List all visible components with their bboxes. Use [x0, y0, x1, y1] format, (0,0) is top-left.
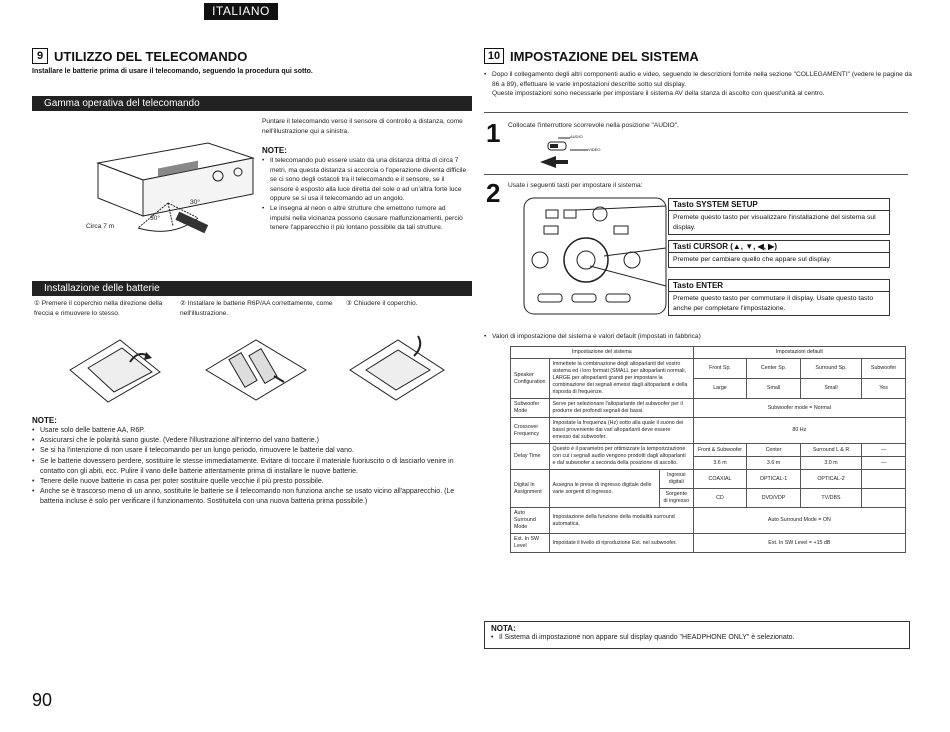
cell: OPTICAL-2 [800, 470, 861, 489]
cell: CD [693, 489, 747, 508]
cell-empty [862, 470, 906, 489]
table-row [511, 399, 906, 418]
battery-step-2: ② Installare le batterie R6P/AA correttamente, come nell'illustrazione. [180, 300, 333, 317]
battery-note-item: • Se le batterie dovessero perdere, sostituire le stesse immediatamente. Evitare di toccare il materiale fuoriuscito o di lasciarlo venire in contatto con gli abiti, ecc. Pulire il vano delle batterie attentamente prima di installare le nuove batterie. [32, 457, 470, 477]
divider [484, 112, 908, 113]
remote-keypad-illustration [522, 196, 668, 316]
table-intro-text: • Valori di impostazione del sistema e valori default (impostati in fabbrica) [484, 332, 904, 342]
battery-note-title: NOTE: [32, 416, 57, 425]
intro-text-1: Dopo il collegamento degli altri componenti audio e video, seguendo le descrizioni fornite nella sezione "COLLEGAMENTI" (vedere le pagine da 86 a 89), effettuare le varie impostazioni descritte sotto sul display. [492, 71, 912, 88]
row-name: Ext. In SW Level [511, 534, 550, 553]
sub-label: Ingressi digitali [659, 470, 693, 489]
key-box-enter [668, 279, 890, 316]
cell: Front & Subwoofer [693, 444, 747, 457]
key-box-system-setup [668, 198, 890, 235]
battery-step-3: ③ Chiudere il coperchio. [346, 300, 418, 307]
row-desc: Impostazione della funzione della modalità surround automatica. [549, 508, 693, 534]
battery-note-item: • Usare solo delle batterie AA, R6P. [32, 426, 470, 436]
key-box-cursor [668, 240, 890, 268]
row-desc: Impostate il livello di riproduzione Ext. nel subwoofer. [549, 534, 693, 553]
table-intro [484, 332, 904, 342]
row-name: Subwoofer Mode [511, 399, 550, 418]
cell: Surround L & R [800, 444, 861, 457]
cell: Yes [862, 379, 906, 399]
cell: DVD/VDP [747, 489, 801, 508]
step-1-text: Collocate l'interruttore scorrevole nella posizione "AUDIO". [508, 122, 679, 129]
battery-illustration-3 [340, 330, 450, 408]
battery-note-item: • Tenere delle nuove batterie in casa per poter sostituire quelle vecchie il più presto possibile. [32, 477, 470, 487]
system-intro [484, 70, 912, 99]
table-header: Impostazioni default [693, 347, 905, 359]
cell: Surround Sp. [800, 359, 861, 379]
row-name: Crossover Frequency [511, 418, 550, 444]
video-label: VIDEO [588, 147, 601, 152]
table-row [511, 359, 906, 379]
range-note-title: NOTE: [262, 146, 287, 155]
cell: 3.6 m [747, 457, 801, 470]
divider [484, 174, 908, 175]
row-desc: Impostate la frequenza (Hz) sotto alla quale il suono dei bassi proveniente dai vari altoparlanti deve essere emesso dal subwoofer. [549, 418, 693, 444]
section-lead: Installare le batterie prima di usare il telecomando, seguendo la procedura qui sotto. [32, 68, 313, 75]
key-title: Tasti CURSOR (▲, ▼, ◀, ▶) [669, 241, 889, 253]
nota-list [485, 633, 909, 643]
battery-note-item: • Se si ha l'intenzione di non usare il telecomando per un lungo periodo, rimuovere le batterie dal vano. [32, 446, 470, 456]
section-title: UTILIZZO DEL TELECOMANDO [54, 48, 248, 64]
nota-title: NOTA: [491, 624, 516, 633]
cell: 3.0 m [800, 457, 861, 470]
nota-box [484, 621, 910, 649]
range-bar: Gamma operativa del telecomando [32, 96, 472, 111]
section-9-heading [32, 48, 247, 64]
table-header: Impostazione del sistema [511, 347, 694, 359]
key-body: Premete per cambiare quello che appare sul display. [673, 256, 832, 263]
language-tab: ITALIANO [204, 3, 278, 20]
key-body: Premete questo tasto per commutare il display. Usate questo tasto anche per completare l'impostazione. [673, 295, 874, 312]
row-name: Delay Time [511, 444, 550, 470]
row-desc: Assegna le prese di ingresso digitale delle varie sorgenti di ingresso. [549, 470, 659, 508]
cell: Center Sp. [747, 359, 801, 379]
key-body: Premete questo tasto per visualizzare l'installazione del sistema sul display. [673, 214, 876, 231]
row-name: Digital In Assignment [511, 470, 550, 508]
row-desc: Questo è il parametro per ottimizzare la temporizzazione con cui i segnali audio vengono prodotti dagli altoparlanti e dal subwoofer a seconda della posizione di ascolto. [549, 444, 693, 470]
cell: Small [800, 379, 861, 399]
row-name: Auto Surround Mode [511, 508, 550, 534]
section-number: 10 [484, 48, 504, 64]
cell: Auto Surround Mode = ON [693, 508, 905, 534]
cell: 80 Hz [693, 418, 905, 444]
table-row [511, 508, 906, 534]
page-number: 90 [32, 690, 53, 710]
section-10-heading [484, 48, 699, 64]
cell: Subwoofer mode = Normal [693, 399, 905, 418]
section-title: IMPOSTAZIONE DEL SISTEMA [510, 48, 699, 64]
key-title: Tasto SYSTEM SETUP [669, 199, 889, 211]
range-notes [262, 156, 467, 233]
audio-video-switch-illustration [540, 134, 610, 170]
step-2-number: 2 [486, 178, 501, 208]
range-note-item: • Le insegna al neon o altre strutture che emettono rumore ad impulsi nella vicinanza possono causare malfunzionamenti, perciò tenere l'apparecchio il più lontano possibile da tali strutture. [262, 204, 467, 233]
table-row [511, 418, 906, 444]
row-name: Speaker Configuration [511, 359, 550, 399]
range-note-item: • Il telecomando può essere usato da una distanza dritta di circa 7 metri, ma questa distanza si accorcia o l'operazione diventa difficile se ci sono degli ostacoli tra il telecomando e il sensore, se il sensore è esposto alla luce diretta del sole o ad un'altra forte luce oppure se si usa il telecomando ad un angolo. [262, 156, 467, 204]
audio-label: AUDIO [570, 134, 583, 139]
nota-text: • Il Sistema di impostazione non appare sul display quando "HEADPHONE ONLY" è selezionato. [491, 633, 903, 643]
cell: COAXIAL [693, 470, 747, 489]
remote-range-illustration [78, 118, 258, 248]
cell: Large [693, 379, 747, 399]
cell: 3.6 m [693, 457, 747, 470]
battery-note-item: • Assicurarsi che le polarità siano giuste. (Vedere l'illustrazione all'interno del vano batterie.) [32, 436, 470, 446]
cell: OPTICAL-1 [747, 470, 801, 489]
sub-label: Sorgente di ingresso [659, 489, 693, 508]
cell: TV/DBS [800, 489, 861, 508]
cell: Ext. In SW Level = +15 dB [693, 534, 905, 553]
key-title: Tasto ENTER [669, 280, 889, 292]
table-row [511, 470, 906, 489]
cell: Small [747, 379, 801, 399]
cell: Center [747, 444, 801, 457]
battery-bar: Installazione delle batterie [32, 281, 472, 296]
battery-illustration-2 [196, 330, 316, 408]
step-1-number: 1 [486, 118, 501, 148]
angle-label-1: 30° [190, 199, 200, 206]
angle-label-2: 30° [150, 215, 160, 222]
row-desc: Serve per selezionare l'altoparlante del subwoofer per il produrre dei profondi segnali dei bassi. [549, 399, 693, 418]
intro-text-2: Queste impostazioni sono necessarie per impostare il sistema AV della stanza di ascolto con quest'unità al centro. [492, 90, 825, 98]
distance-label: Circa 7 m [86, 223, 115, 230]
table-header-row [511, 347, 906, 359]
step-2-text: Usate i seguenti tasti per impostare il sistema: [508, 182, 643, 189]
section-number: 9 [32, 48, 48, 64]
row-desc: Immettete la combinazione degli altoparlanti del vostro sistema ed i loro formati (SMALL per altoparlanti normali, LARGE per altoparlanti grandi per impostare la combinazione dei segnali emessi dagli altoparlanti e della risposta di frequenze. [549, 359, 693, 399]
settings-table [510, 346, 906, 553]
intro-text [484, 70, 912, 99]
cell-empty [862, 489, 906, 508]
battery-illustration-1 [60, 332, 170, 408]
battery-note-item: • Anche se è trascorso meno di un anno, sostituite le batterie se il telecomando non funziona anche se usato vicino all'apparecchio. (Le batteria incluse è solo per verificare il funzionamento. Sostituitela con una nuova batteria prima possibile.) [32, 487, 470, 507]
cell: Front Sp. [693, 359, 747, 379]
cell: Subwoofer [862, 359, 906, 379]
cell: — [862, 444, 906, 457]
range-text: Puntare il telecomando verso il sensore di controllo a distanza, come nell'illustrazione qui a sinistra. [262, 118, 463, 135]
cell: — [862, 457, 906, 470]
table-row [511, 444, 906, 457]
table-row [511, 534, 906, 553]
battery-notes [32, 426, 470, 508]
battery-step-1: ① Premere il coperchio nella direzione della freccia e rimuovere lo stesso. [34, 300, 163, 317]
